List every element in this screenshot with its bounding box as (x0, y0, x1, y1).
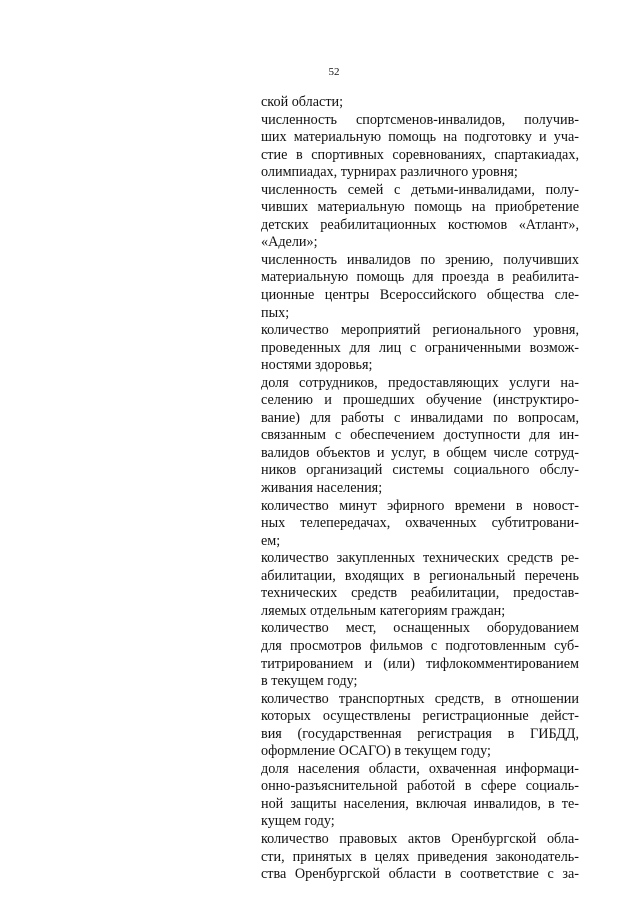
text-line: детских реабилитационных костюмов «Атлант», (261, 216, 579, 233)
text-line: ностями здоровья; (261, 357, 373, 374)
text-line: титрированием и (или) тифлокомментированием (261, 655, 579, 672)
text-line: доля населения области, охваченная информаци- (261, 760, 579, 777)
text-line: количество минут эфирного времени в новост- (261, 497, 579, 514)
text-line: стие в спортивных соревнованиях, спартакиадах, (261, 146, 579, 163)
text-line: доля сотрудников, предоставляющих услуги на- (261, 374, 579, 391)
text-line: количество транспортных средств, в отношении (261, 690, 579, 707)
text-line: вание) для работы с инвалидами по вопросам, (261, 409, 579, 426)
text-line: оформление ОСАГО) в текущем году; (261, 743, 491, 760)
text-line: ства Оренбургской области в соответствие с за- (261, 866, 579, 883)
text-line: ной защиты населения, включая инвалидов, в те- (261, 795, 579, 812)
text-line: чивших материальную помощь на приобретение (261, 199, 579, 216)
text-line: ем; (261, 532, 281, 549)
page-number: 52 (328, 66, 340, 78)
text-line: валидов объектов и услуг, в общем числе сотруд- (261, 444, 579, 461)
text-line: сти, принятых в целях приведения законодатель- (261, 848, 579, 865)
text-line: ных телепередачах, охваченных субтитровани- (261, 515, 579, 532)
text-line: ников организаций системы социального обслу- (261, 462, 579, 479)
text-line: связанным с обеспечением доступности для ин- (261, 427, 579, 444)
text-line: онно-разъяснительной работой в сфере социаль- (261, 778, 579, 795)
text-line: количество правовых актов Оренбургской обла- (261, 830, 579, 847)
text-line: ской области; (261, 94, 344, 110)
text-line: олимпиадах, турнирах различного уровня; (261, 164, 518, 181)
text-line: в текущем году; (261, 673, 358, 690)
text-line: которых осуществлены регистрационные дейст- (261, 708, 579, 725)
text-line: ционные центры Всероссийского общества сле- (261, 287, 579, 304)
document-body (261, 94, 579, 884)
text-line: численность семей с детьми-инвалидами, полу- (261, 181, 579, 198)
text-line: вия (государственная регистрация в ГИБДД, (261, 725, 579, 742)
text-line: абилитации, входящих в региональный перечень (261, 567, 579, 584)
text-line: живания населения; (261, 480, 383, 497)
text-line: технических средств реабилитации, предостав- (261, 585, 579, 602)
text-line: пых; (261, 304, 290, 321)
text-line: проведенных для лиц с ограниченными возмож- (261, 339, 579, 356)
text-line: численность спортсменов-инвалидов, получив- (261, 111, 579, 128)
text-line: численность инвалидов по зрению, получивших (261, 251, 579, 268)
text-line: селению и прошедших обучение (инструктиро- (261, 392, 579, 409)
text-line: «Адели»; (261, 234, 318, 251)
text-line: кущем году; (261, 813, 335, 830)
text-line: количество мест, оснащенных оборудованием (261, 620, 579, 637)
text-line: количество закупленных технических средств ре- (261, 550, 579, 567)
text-line: материальную помощь для проезда в реабилита- (261, 269, 579, 286)
text-line: ших материальную помощь на подготовку и уча- (261, 129, 579, 146)
text-line: ляемых отдельным категориям граждан; (261, 602, 506, 619)
text-line: для просмотров фильмов с подготовленным суб- (261, 637, 579, 654)
text-line: количество мероприятий регионального уровня, (261, 322, 579, 339)
